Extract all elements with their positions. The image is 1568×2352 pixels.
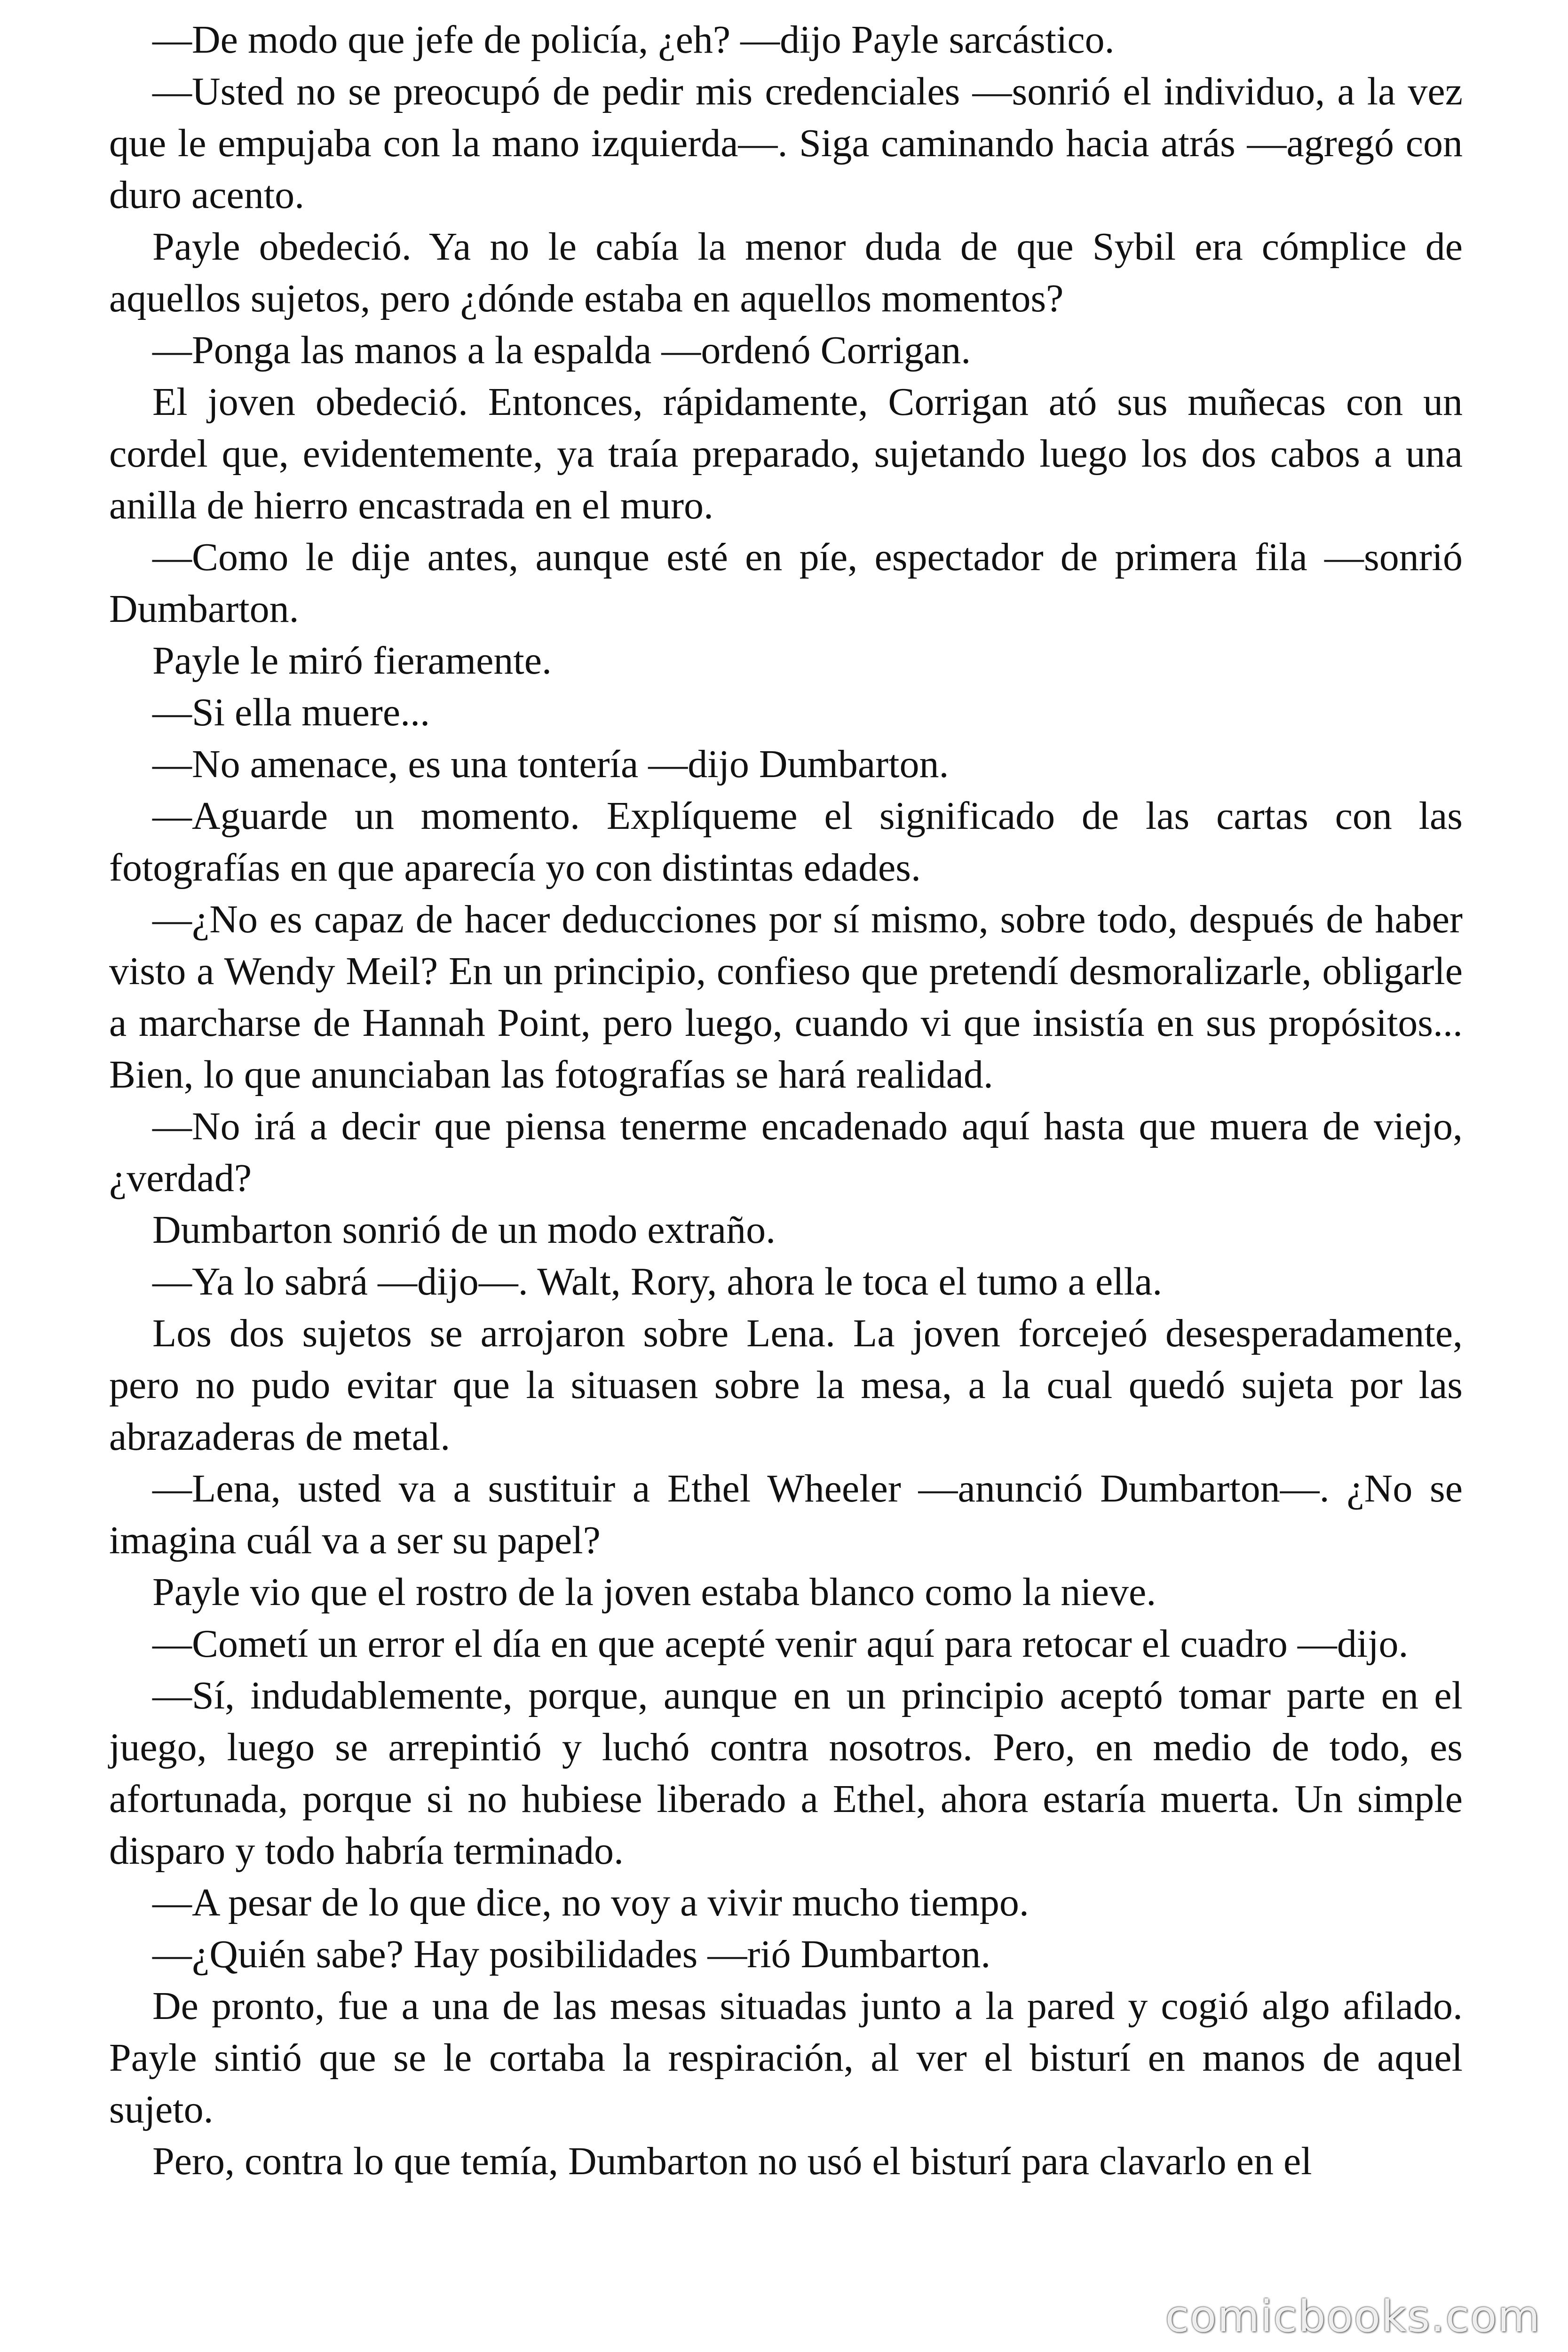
watermark-text: comicbooks.com (1165, 2291, 1541, 2342)
paragraph: —¿Quién sabe? Hay posibilidades —rió Dumbarton. (152, 1932, 991, 1976)
paragraph: Pero, contra lo que temía, Dumbarton no usó el bisturí para clavarlo en el (152, 2139, 1312, 2183)
paragraph: —¿No es capaz de hacer deducciones por sí mismo, sobre todo, después de haber visto a Wendy Meil? En un principio, confieso que pretendí desmoralizarle, obligarle a marcharse de Hannah Point, pero luego, cuando vi que insistía en sus propósitos... Bien, lo que anunciaban las fotografías se hará realidad. (109, 898, 1463, 1097)
paragraph: Los dos sujetos se arrojaron sobre Lena. La joven forcejeó desesperadamente, pero no pudo evitar que la situasen sobre la mesa, a la cual quedó sujeta por las abrazaderas de metal. (109, 1311, 1463, 1459)
paragraph: —Ya lo sabrá —dijo—. Walt, Rory, ahora le toca el tumo a ella. (152, 1260, 1163, 1303)
paragraph: —Usted no se preocupó de pedir mis credenciales —sonrió el individuo, a la vez que le empujaba con la mano izquierda—. Siga caminando hacia atrás —agregó con duro acento. (109, 70, 1463, 217)
paragraph: —Si ella muere... (152, 691, 430, 734)
paragraph: —A pesar de lo que dice, no voy a vivir mucho tiempo. (152, 1881, 1029, 1924)
paragraph: —Aguarde un momento. Explíqueme el significado de las cartas con las fotografías en que aparecía yo con distintas edades. (109, 794, 1463, 890)
paragraph: —Como le dije antes, aunque esté en píe, espectador de primera fila —sonrió Dumbarton. (109, 535, 1463, 631)
paragraph: Payle le miró fieramente. (152, 639, 552, 683)
paragraph: —Ponga las manos a la espalda —ordenó Corrigan. (152, 328, 971, 372)
paragraph: De pronto, fue a una de las mesas situadas junto a la pared y cogió algo afilado. Payle sintió que se le cortaba la respiración, al ver el bisturí en manos de aquel sujeto. (109, 1984, 1463, 2131)
paragraph: El joven obedeció. Entonces, rápidamente, Corrigan ató sus muñecas con un cordel que, evidentemente, ya traía preparado, sujetando luego los dos cabos a una anilla de hierro encastrada en el muro. (109, 380, 1463, 527)
paragraph: —Lena, usted va a sustituir a Ethel Wheeler —anunció Dumbarton—. ¿No se imagina cuál va a ser su papel? (109, 1467, 1463, 1562)
book-page-text (109, 14, 1463, 2187)
paragraph: Payle vio que el rostro de la joven estaba blanco como la nieve. (152, 1570, 1156, 1614)
paragraph: Dumbarton sonrió de un modo extraño. (152, 1208, 776, 1252)
paragraph: —Cometí un error el día en que acepté venir aquí para retocar el cuadro —dijo. (152, 1622, 1409, 1666)
paragraph: —Sí, indudablemente, porque, aunque en un principio aceptó tomar parte en el juego, luego se arrepintió y luchó contra nosotros. Pero, en medio de todo, es afortunada, porque si no hubiese liberado a Ethel, ahora estaría muerta. Un simple disparo y todo habría terminado. (109, 1674, 1463, 1873)
paragraph: —No irá a decir que piensa tenerme encadenado aquí hasta que muera de viejo, ¿verdad? (109, 1104, 1463, 1200)
paragraph: —De modo que jefe de policía, ¿eh? —dijo Payle sarcástico. (152, 18, 1115, 62)
paragraph: —No amenace, es una tontería —dijo Dumbarton. (152, 742, 949, 786)
paragraph: Payle obedeció. Ya no le cabía la menor duda de que Sybil era cómplice de aquellos sujetos, pero ¿dónde estaba en aquellos momentos? (109, 225, 1463, 320)
